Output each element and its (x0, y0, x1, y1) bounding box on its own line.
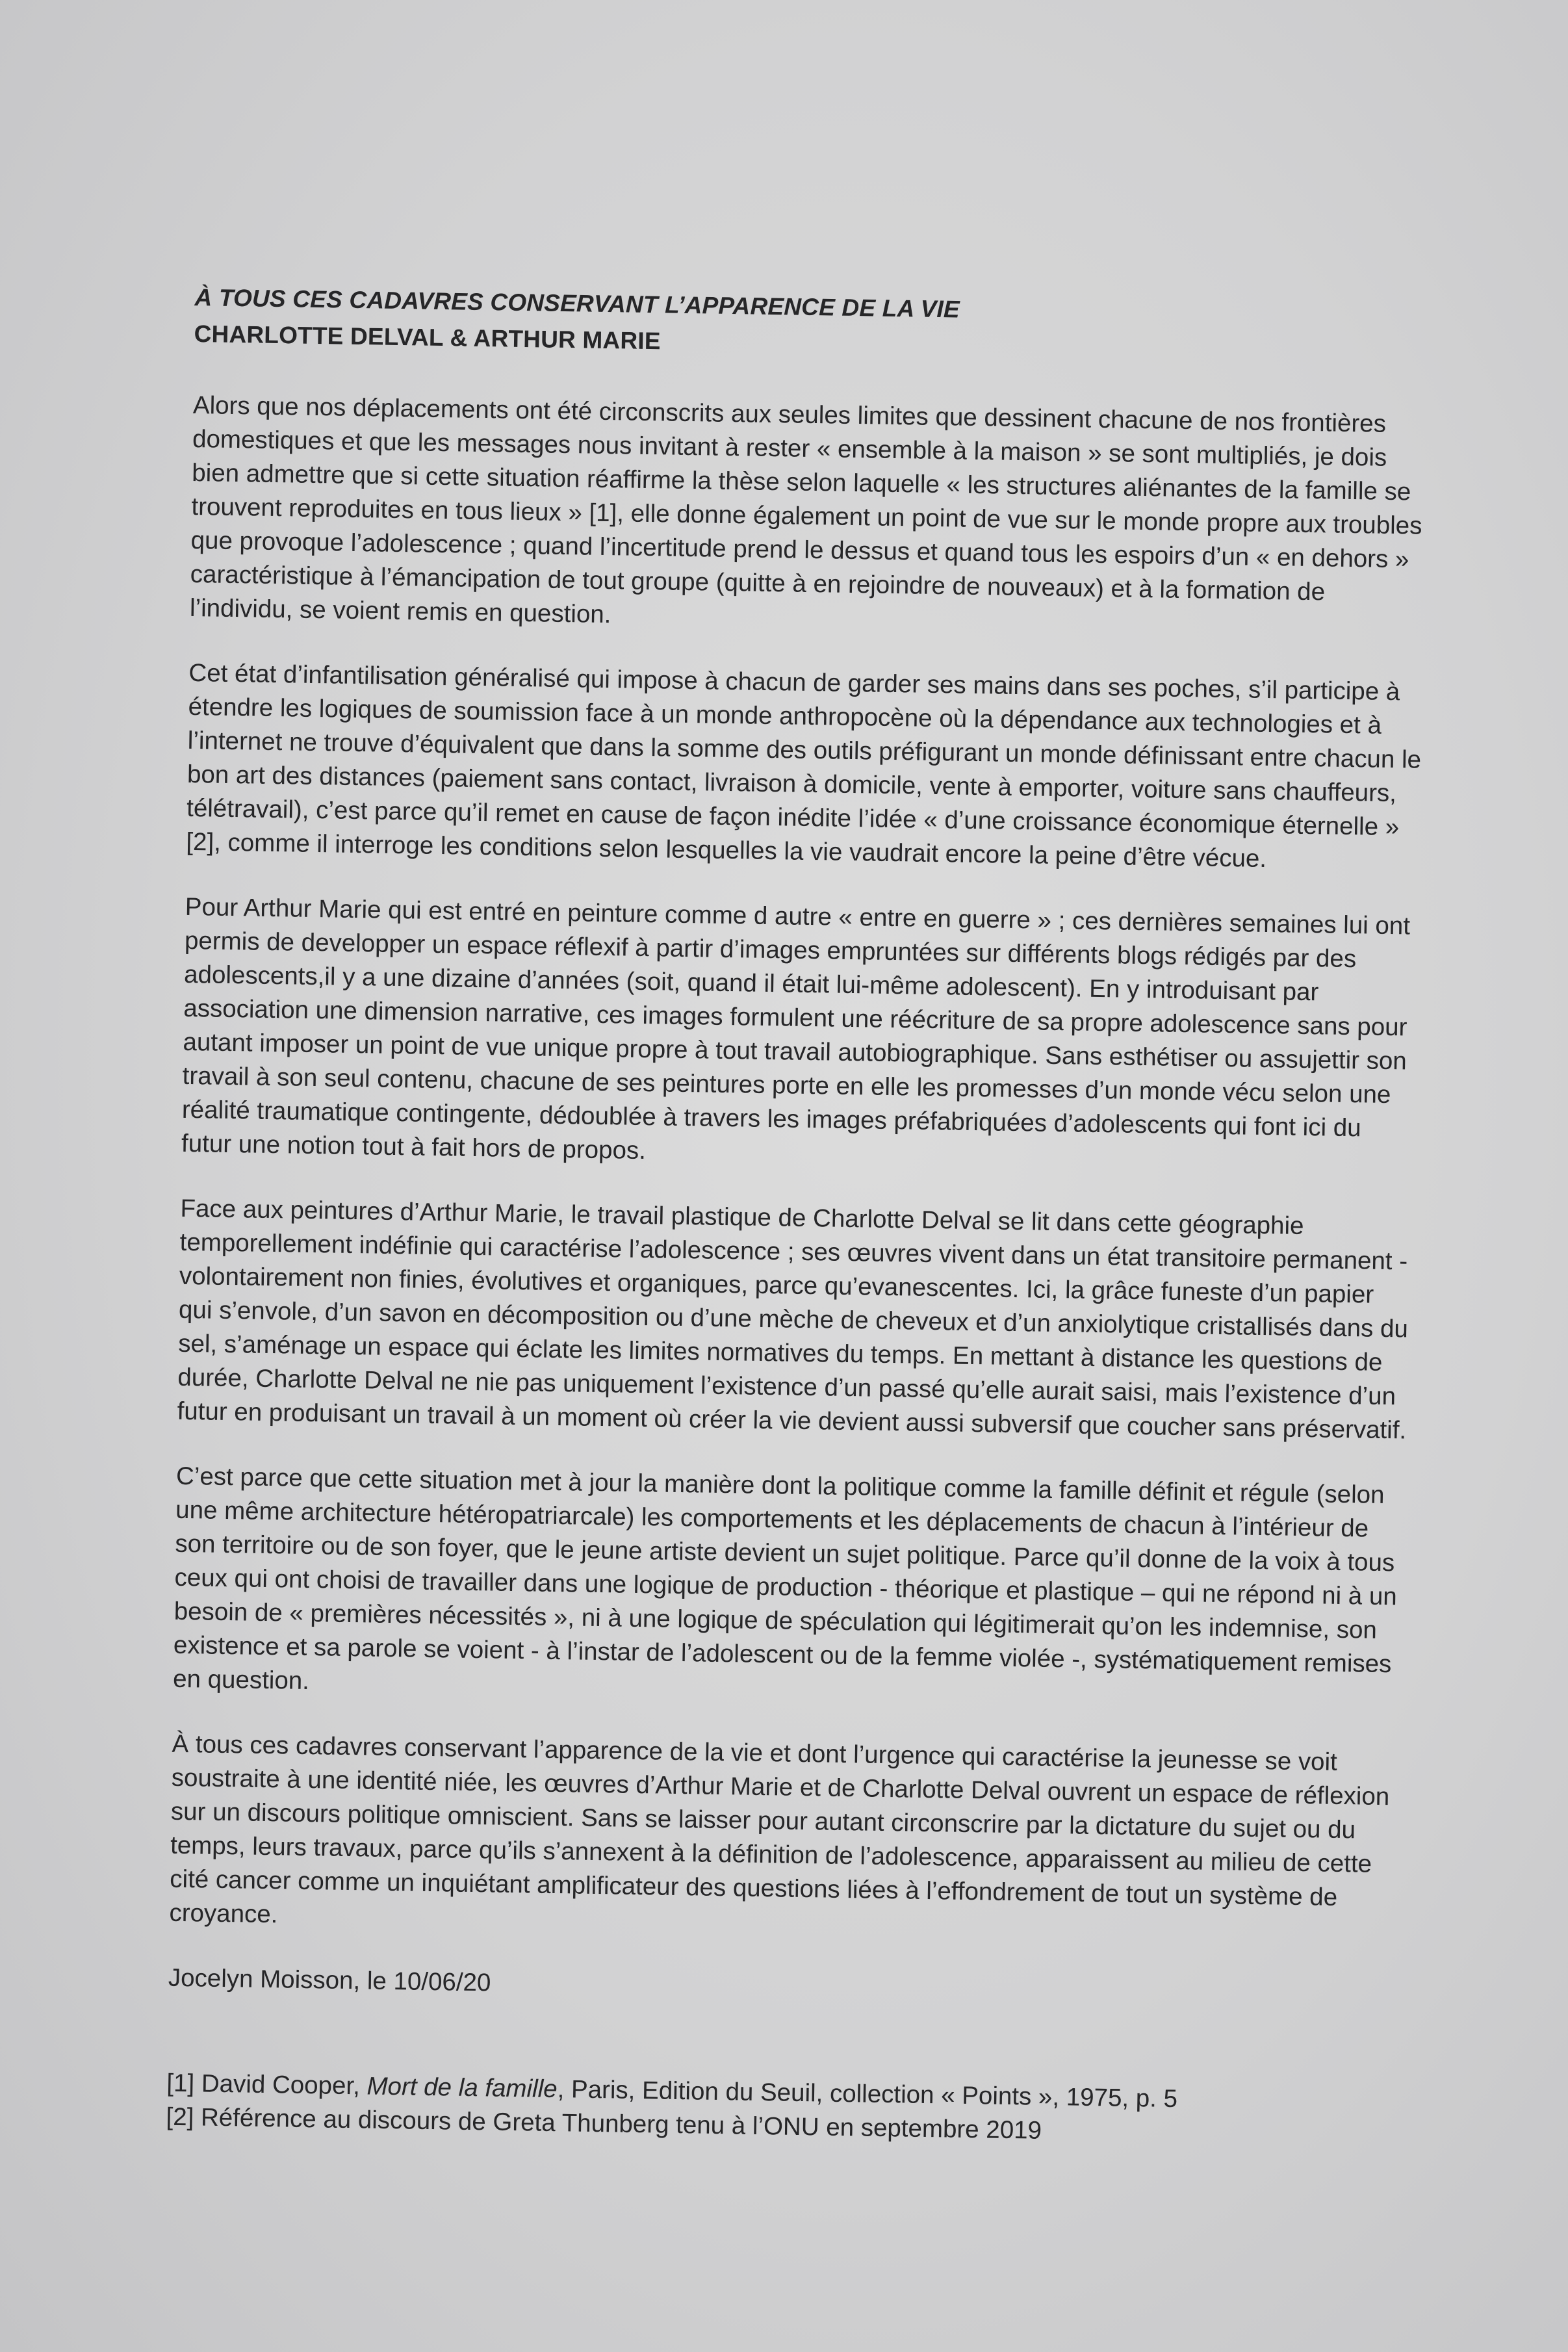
footnote-1-text: [1] David Cooper, (166, 2069, 367, 2100)
paragraph-1: Alors que nos déplacements ont été circonscrits aux seules limites que dessinent chacune de nos frontières domestiques et que les messages nous invitant à rester « ensemble à la maison » se sont multipliés, je dois bien admettre que si cette situation réaffirme la thèse selon laquelle « les structures aliénantes de la famille se trouvent reproduites en tous lieux » [1], elle donne également un point de vue sur le monde propre aux troubles que provoque l’adolescence ; quand l’incertitude prend le dessus et quand tous les espoirs d’un « en dehors » caractéristique à l’émancipation de tout groupe (quitte à en rejoindre de nouveaux) et à la formation de l’individu, se voient remis en question. (189, 391, 1422, 629)
author-signature: Jocelyn Moisson, le 10/06/20 (168, 1963, 491, 1997)
wall-text-panel (166, 279, 1430, 2153)
paragraph-4: Face aux peintures d’Arthur Marie, le travail plastique de Charlotte Delval se lit dans cette géographie temporellement indéfinie qui caractérise l’adolescence ; ses œuvres vivent dans un état transitoire permanent - volontairement non finies, évolutives et organiques, parce qu’evanescentes. Ici, la grâce funeste d’un papier qui s’envole, d’un savon en décomposition ou d’une mèche de cheveux et d’un anxiolytique cristallisés dans du sel, s’aménage un espace qui éclate les limites normatives du temps. En mettant à distance les questions de durée, Charlotte Delval ne nie pas uniquement l’existence d’un passé qu’elle aurait saisi, mais l’existence d’un futur en produisant un travail à un moment où créer la vie devient aussi subversif que coucher sans préservatif. (177, 1194, 1409, 1445)
exhibition-title: À TOUS CES CADAVRES CONSERVANT L’APPARENCE DE LA VIE (194, 283, 960, 323)
footnote-1-publisher: , Paris, Edition du Seuil, collection « Points », 1975, p. 5 (557, 2075, 1178, 2113)
paragraph-3: Pour Arthur Marie qui est entré en peinture comme d autre « entre en guerre » ; ces dernières semaines lui ont permis de developper un espace réflexif à partir d’images empruntées sur différents blogs rédigés par des adolescents,il y a une dizaine d’années (soit, quand il était lui-même adolescent). En y introduisant par association une dimension narrative, ces images formulent une réécriture de sa propre adolescence sans pour autant imposer un point de vue unique propre à tout travail autobiographique. Sans esthétiser ou assujettir son travail à son seul contenu, chacune de ses peintures porte en elle les promesses d’un monde vécu selon une réalité traumatique contingente, dédoublée à travers les images préfabriquées d’adolescents qui font ici du futur une notion tout à fait hors de propos. (181, 892, 1411, 1165)
footnote-2-text: [2] Référence au discours de Greta Thunberg tenu à l’ONU en septembre 2019 (166, 2102, 1042, 2145)
footnote-1-book-title: Mort de la famille (366, 2072, 558, 2104)
artist-names: CHARLOTTE DELVAL & ARTHUR MARIE (194, 320, 661, 355)
paragraph-6: À tous ces cadavres conservant l’apparence de la vie et dont l’urgence qui caractérise la jeunesse se voit soustraite à une identité niée, les œuvres d’Arthur Marie et de Charlotte Delval ouvrent un espace de réflexion sur un discours politique omniscient. Sans se laisser pour autant circonscrire par la dictature du sujet ou du temps, leurs travaux, parce qu’ils s’annexent à la définition de l’adolescence, apparaissent au milieu de cette cité cancer comme un inquiétant amplificateur des questions liées à l’effondrement de tout un système de croyance. (169, 1729, 1390, 1929)
paragraph-2: Cet état d’infantilisation généralisé qui impose à chacun de garder ses mains dans ses poches, s’il participe à étendre les logiques de soumission face à un monde anthropocène où la dépendance aux technologies et à l’internet ne trouve d’équivalent que dans la somme des outils préfigurant un monde définissant entre chacun le bon art des distances (paiement sans contact, livraison à domicile, vente à emporter, voiture sans chauffeurs, télétravail), c’est parce qu’il remet en cause de façon inédite l’idée « d’une croissance économique éternelle » [2], comme il interroge les conditions selon lesquelles la vie vaudrait encore la peine d’être vécue. (186, 658, 1422, 873)
paragraph-5: C’est parce que cette situation met à jour la manière dont la politique comme la famille définit et régule (selon une même architecture hétéropatriarcale) les comportements et les déplacements de chacun à l’intérieur de son territoire ou de son foyer, que le jeune artiste devient un sujet politique. Parce qu’il donne de la voix à tous ceux qui ont choisi de travailler dans une logique de production - théorique et plastique – qui ne répond ni à un besoin de « premières nécessités », ni à une logique de spéculation qui légitimerait qu’on les indemnise, son existence et sa parole se voient - à l’instar de l’adolescent ou de la femme violée -, systématiquement remises en question. (172, 1462, 1398, 1696)
